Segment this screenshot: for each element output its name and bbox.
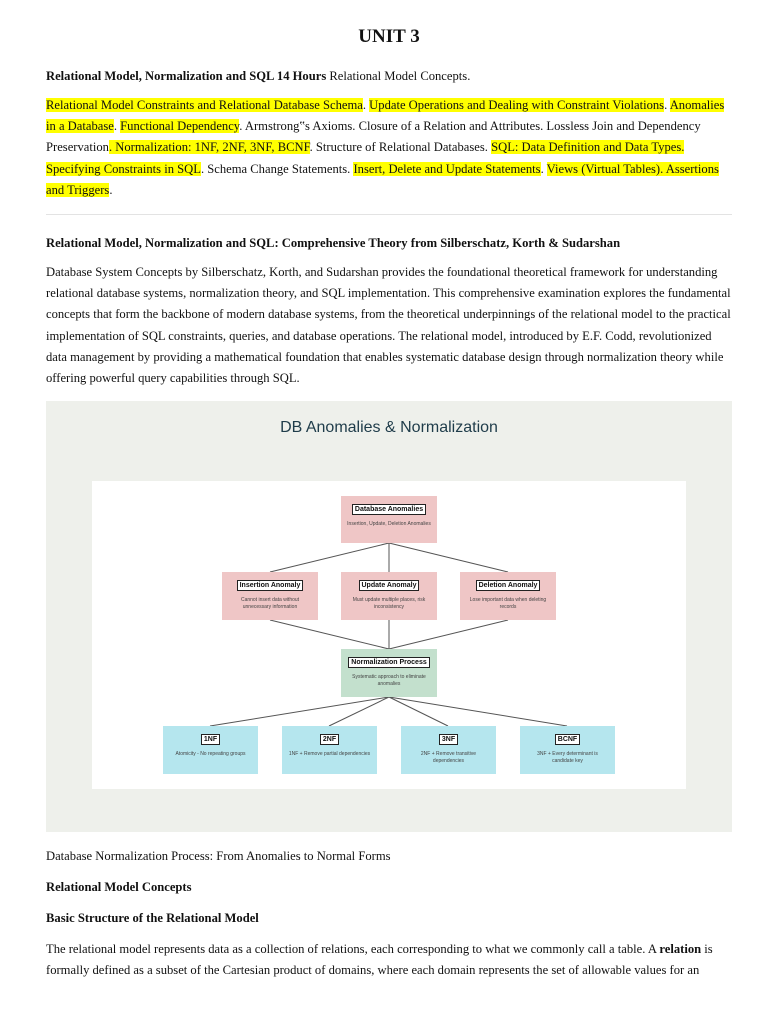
node-desc: Atomicity - No repeating groups — [175, 751, 246, 757]
node-label: 1NF — [201, 734, 220, 745]
heading-relational-model-concepts: Relational Model Concepts — [46, 880, 192, 894]
node-normalization-process — [341, 649, 437, 697]
node-2nf — [282, 726, 377, 774]
node-label: 2NF — [320, 734, 339, 745]
edge-process-bcnf — [389, 697, 567, 726]
unit-intro — [46, 66, 732, 87]
edge-deletion-process — [389, 620, 508, 649]
diagram-canvas — [92, 481, 686, 789]
node-1nf — [163, 726, 258, 774]
figure-caption: Database Normalization Process: From Anomalies to Normal Forms — [46, 849, 391, 863]
node-desc: Cannot insert data without unnecessary information — [240, 597, 300, 610]
node-desc: 3NF + Every determinant is candidate key — [537, 751, 598, 764]
topic-text: . Structure of Relational Databases. — [309, 140, 492, 155]
node-deletion-anomaly — [460, 572, 556, 620]
node-label: Insertion Anomaly — [237, 580, 304, 591]
relation-term: relation — [659, 942, 702, 956]
structure-paragraph-after: is formally defined as a subset of the Cartesian product of domains, where each domain represents the set of allowable values for an — [46, 942, 713, 978]
edge-root-deletion — [389, 543, 508, 572]
node-bcnf — [520, 726, 615, 774]
normalization-diagram — [46, 401, 732, 832]
node-desc: Systematic approach to eliminate anomalies — [352, 674, 426, 687]
topic-text: . Armstrong‟s Axioms. Closure of a Relation and Attributes. Lossless Join and Dependency Preservation — [46, 119, 701, 155]
highlighted-topic: Anomalies in a Database — [46, 98, 725, 134]
highlighted-topic: Relational Model Constraints and Relational Database Schema — [46, 98, 363, 112]
node-3nf — [401, 726, 496, 774]
highlighted-topic: Views (Virtual Tables). Assertions and Triggers — [46, 161, 719, 197]
highlighted-topic: Functional Dependency — [120, 119, 240, 134]
node-desc: Lose important data when deleting records — [469, 597, 547, 610]
topic-text: . — [109, 182, 113, 197]
page-title: UNIT 3 — [358, 26, 420, 47]
node-desc: 2NF + Remove transitive dependencies — [420, 751, 477, 764]
edge-process-2nf — [329, 697, 389, 726]
node-label: BCNF — [555, 734, 580, 745]
node-desc: Insertion, Update, Deletion Anomalies — [347, 521, 431, 527]
highlighted-topic: . Normalization: 1NF, 2NF, 3NF, BCNF — [108, 140, 310, 155]
node-database-anomalies — [341, 496, 437, 543]
node-desc: 1NF + Remove partial dependencies — [288, 751, 371, 757]
highlighted-topic: Insert, Delete and Update Statements — [353, 161, 541, 176]
structure-paragraph — [46, 939, 734, 981]
node-label: Database Anomalies — [352, 504, 426, 515]
intro-paragraph: Database System Concepts by Silberschatz, Korth, and Sudarshan provides the foundational theoretical framework for understanding relational database systems, normalization theory, and SQL implementation. This comprehensive examination explores the fundamental concepts that form the backbone of modern database systems, from the theoretical underpinnings of the relational model to the practical implementation of SQL constraints, queries, and database operations. The relational model, introduced by E.F. Codd, revolutionized data management by providing a mathematical foundation that enables systematic database design through normalization theory while offering powerful query capabilities through SQL. — [46, 265, 731, 386]
section-divider — [46, 214, 732, 215]
topics-paragraph — [46, 95, 734, 201]
diagram-title: DB Anomalies & Normalization — [280, 419, 498, 436]
edge-process-1nf — [210, 697, 389, 726]
topic-text: . — [113, 119, 121, 134]
node-label: Update Anomaly — [359, 580, 420, 591]
edge-root-insertion — [270, 543, 389, 572]
node-insertion-anomaly — [222, 572, 318, 620]
unit-intro-bold: Relational Model, Normalization and SQL 14 Hours — [46, 69, 327, 83]
topic-text: . — [540, 161, 547, 176]
heading-basic-structure: Basic Structure of the Relational Model — [46, 911, 259, 925]
highlighted-topic: SQL: Data Definition and Data Types. Specifying Constraints in SQL — [46, 140, 685, 176]
topic-text: . — [664, 98, 670, 112]
edge-insertion-process — [270, 620, 389, 649]
node-label: Normalization Process — [348, 657, 429, 668]
node-label: Deletion Anomaly — [476, 580, 541, 591]
node-label: 3NF — [439, 734, 458, 745]
topic-text: . — [362, 98, 370, 112]
structure-paragraph-before: The relational model represents data as a collection of relations, each corresponding to what we commonly call a table. A — [46, 942, 660, 956]
node-desc: Must update multiple places, risk inconsistency — [352, 597, 426, 610]
node-update-anomaly — [341, 572, 437, 620]
unit-intro-rest: Relational Model Concepts. — [326, 69, 471, 83]
highlighted-topic: Update Operations and Dealing with Constraint Violations — [369, 98, 665, 112]
topic-text: . Schema Change Statements. — [200, 161, 354, 176]
section-heading: Relational Model, Normalization and SQL: Comprehensive Theory from Silberschatz, Korth & Sudarshan — [46, 236, 621, 250]
